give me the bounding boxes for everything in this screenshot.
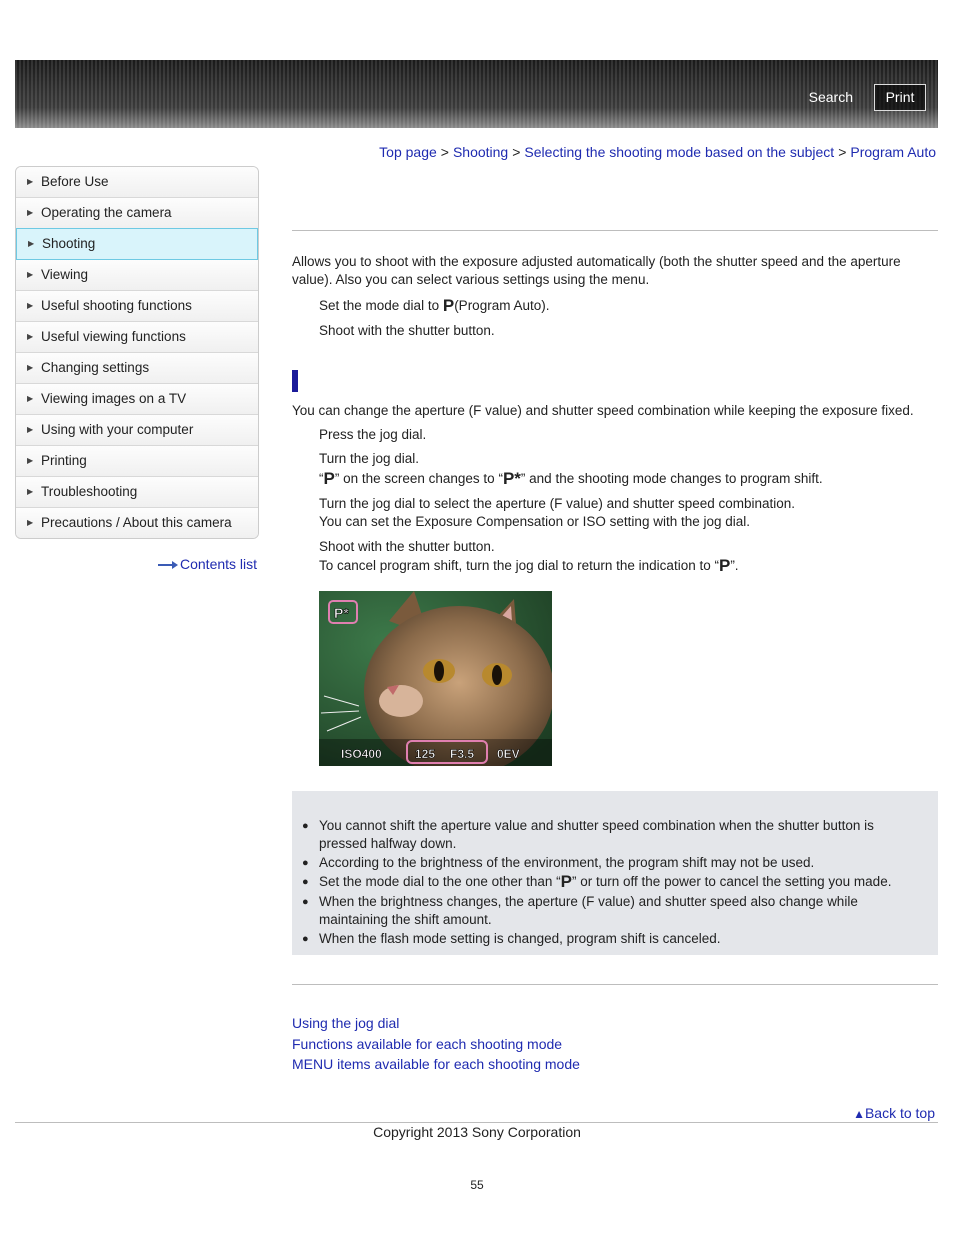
- sidebar-item-viewing-tv[interactable]: [16, 384, 258, 415]
- footer-divider: [15, 1122, 938, 1123]
- step-text: ”.: [730, 558, 739, 573]
- shift-step-4: Shoot with the shutter button.: [319, 539, 495, 554]
- breadcrumb-separator: >: [838, 144, 847, 160]
- sidebar-item-label: Viewing: [41, 267, 89, 282]
- shutter-text: 125: [415, 747, 436, 761]
- bullet-icon: ●: [302, 820, 309, 832]
- mode-p-icon: P: [442, 296, 455, 315]
- triangle-right-icon: ▶: [27, 456, 34, 465]
- sidebar-item-label: Precautions / About this camera: [41, 515, 232, 530]
- sidebar-item-before-use[interactable]: [16, 167, 258, 198]
- related-link-jog-dial[interactable]: Using the jog dial: [292, 1015, 400, 1031]
- triangle-right-icon: ▶: [27, 487, 34, 496]
- note-text: When the flash mode setting is changed, program shift is canceled.: [319, 931, 721, 946]
- sidebar-item-label: Changing settings: [41, 360, 150, 375]
- back-to-top-label: Back to top: [864, 1105, 935, 1121]
- step-text: Set the mode dial to: [319, 298, 440, 313]
- triangle-right-icon: ▶: [27, 425, 34, 434]
- contents-list-link[interactable]: [158, 556, 257, 572]
- mode-p-icon: P: [718, 556, 731, 575]
- shift-step-2-detail: [319, 470, 823, 488]
- contents-list-label: Contents list: [180, 556, 258, 572]
- sidebar-item-label: Viewing images on a TV: [41, 391, 187, 406]
- note-text: Set the mode dial to the one other than “: [319, 874, 561, 889]
- triangle-up-icon: ▲: [853, 1107, 865, 1121]
- triangle-right-icon: ▶: [27, 270, 34, 279]
- sidebar-item-label: Useful viewing functions: [41, 329, 186, 344]
- shift-step-4-detail: [319, 557, 739, 575]
- note-item: [302, 893, 919, 929]
- bullet-icon: ●: [302, 933, 309, 945]
- sidebar-nav: [15, 166, 259, 539]
- sidebar-item-printing[interactable]: [16, 446, 258, 477]
- bullet-icon: ●: [302, 857, 309, 869]
- back-to-top-link[interactable]: [853, 1105, 935, 1121]
- sidebar-item-label: Printing: [41, 453, 87, 468]
- sidebar-item-label: Shooting: [42, 236, 96, 251]
- print-button[interactable]: Print: [874, 84, 926, 111]
- breadcrumb-selecting-mode[interactable]: Selecting the shooting mode based on the subject: [524, 144, 835, 160]
- sidebar-item-label: Before Use: [41, 174, 109, 189]
- mode-indicator-text: P*: [334, 605, 349, 621]
- note-text: ” or turn off the power to cancel the setting you made.: [572, 874, 892, 889]
- bullet-icon: ●: [302, 876, 309, 888]
- intro-step-1: [319, 297, 549, 315]
- note-item: [302, 930, 919, 948]
- shift-step-1: Press the jog dial.: [319, 427, 427, 442]
- section-heading-marker: [292, 370, 298, 392]
- intro-step-2: Shoot with the shutter button.: [319, 323, 495, 338]
- mode-p-icon: P: [560, 872, 573, 891]
- triangle-right-icon: ▶: [27, 332, 34, 341]
- sidebar-item-computer[interactable]: [16, 415, 258, 446]
- copyright-text: Copyright 2013 Sony Corporation: [373, 1124, 581, 1140]
- page-number: 55: [470, 1178, 484, 1192]
- program-shift-intro: You can change the aperture (F value) and shutter speed combination while keeping the exposure fixed.: [292, 403, 914, 418]
- note-item: [302, 872, 919, 891]
- sidebar-item-precautions[interactable]: [16, 508, 258, 538]
- related-link-menu-items[interactable]: MENU items available for each shooting mode: [292, 1056, 580, 1072]
- step-text: “: [319, 471, 324, 486]
- note-text: When the brightness changes, the aperture (F value) and shutter speed also change while maintaining the shift amount.: [319, 894, 858, 927]
- sidebar-item-label: Using with your computer: [41, 422, 194, 437]
- title-divider: [292, 230, 938, 231]
- sidebar-item-label: Troubleshooting: [41, 484, 138, 499]
- sidebar-item-troubleshooting[interactable]: [16, 477, 258, 508]
- triangle-right-icon: ▶: [27, 208, 34, 217]
- sidebar-item-useful-viewing[interactable]: [16, 322, 258, 353]
- triangle-right-icon: ▶: [27, 363, 34, 372]
- sidebar-item-shooting[interactable]: [16, 228, 258, 260]
- related-link-functions[interactable]: Functions available for each shooting mode: [292, 1036, 563, 1052]
- breadcrumb-program-auto[interactable]: Program Auto: [850, 144, 936, 160]
- breadcrumb-separator: >: [440, 144, 449, 160]
- triangle-right-icon: ▶: [27, 301, 34, 310]
- triangle-right-icon: ▶: [28, 239, 35, 248]
- header-bar: [15, 60, 938, 128]
- step-text: To cancel program shift, turn the jog dial to return the indication to “: [319, 558, 719, 573]
- step-text: (Program Auto).: [454, 298, 550, 313]
- sidebar-item-viewing[interactable]: [16, 260, 258, 291]
- related-divider: [292, 984, 938, 985]
- notes-box: [292, 791, 938, 955]
- note-item: [302, 854, 919, 872]
- mode-p-icon: P: [323, 469, 335, 488]
- camera-screen-image: [319, 591, 552, 766]
- aperture-text: F3.5: [450, 747, 475, 761]
- sidebar-item-changing-settings[interactable]: [16, 353, 258, 384]
- triangle-right-icon: ▶: [27, 394, 34, 403]
- step-text: ” on the screen changes to “: [334, 471, 503, 486]
- breadcrumb: [379, 144, 936, 160]
- note-item: [302, 817, 919, 853]
- ev-text: 0EV: [497, 747, 520, 761]
- sidebar-item-label: Operating the camera: [41, 205, 172, 220]
- search-link[interactable]: Search: [808, 89, 853, 105]
- arrow-right-icon: [158, 561, 178, 569]
- iso-text: ISO400: [341, 747, 382, 761]
- intro-text: Allows you to shoot with the exposure adjusted automatically (both the shutter speed and the aperture value). Also you can select various settings using the menu.: [292, 254, 901, 287]
- step-text: ” and the shooting mode changes to program shift.: [520, 471, 823, 486]
- breadcrumb-shooting[interactable]: Shooting: [452, 144, 509, 160]
- triangle-right-icon: ▶: [27, 177, 34, 186]
- triangle-right-icon: ▶: [27, 518, 34, 527]
- breadcrumb-top-page[interactable]: Top page: [379, 144, 437, 160]
- note-text: You cannot shift the aperture value and shutter speed combination when the shutter button is pressed halfway down.: [319, 818, 874, 851]
- bullet-icon: ●: [302, 896, 309, 908]
- shift-step-3: Turn the jog dial to select the aperture (F value) and shutter speed combination.: [319, 496, 796, 511]
- shift-step-2: Turn the jog dial.: [319, 451, 420, 466]
- sidebar-item-operating[interactable]: [16, 198, 258, 229]
- note-text: According to the brightness of the environment, the program shift may not be used.: [319, 855, 815, 870]
- sidebar-item-label: Useful shooting functions: [41, 298, 192, 313]
- mode-p-shift-icon: P*: [502, 469, 521, 488]
- breadcrumb-separator: >: [512, 144, 521, 160]
- shift-step-3-detail: You can set the Exposure Compensation or ISO setting with the jog dial.: [319, 514, 751, 529]
- sidebar-item-useful-shooting[interactable]: [16, 291, 258, 322]
